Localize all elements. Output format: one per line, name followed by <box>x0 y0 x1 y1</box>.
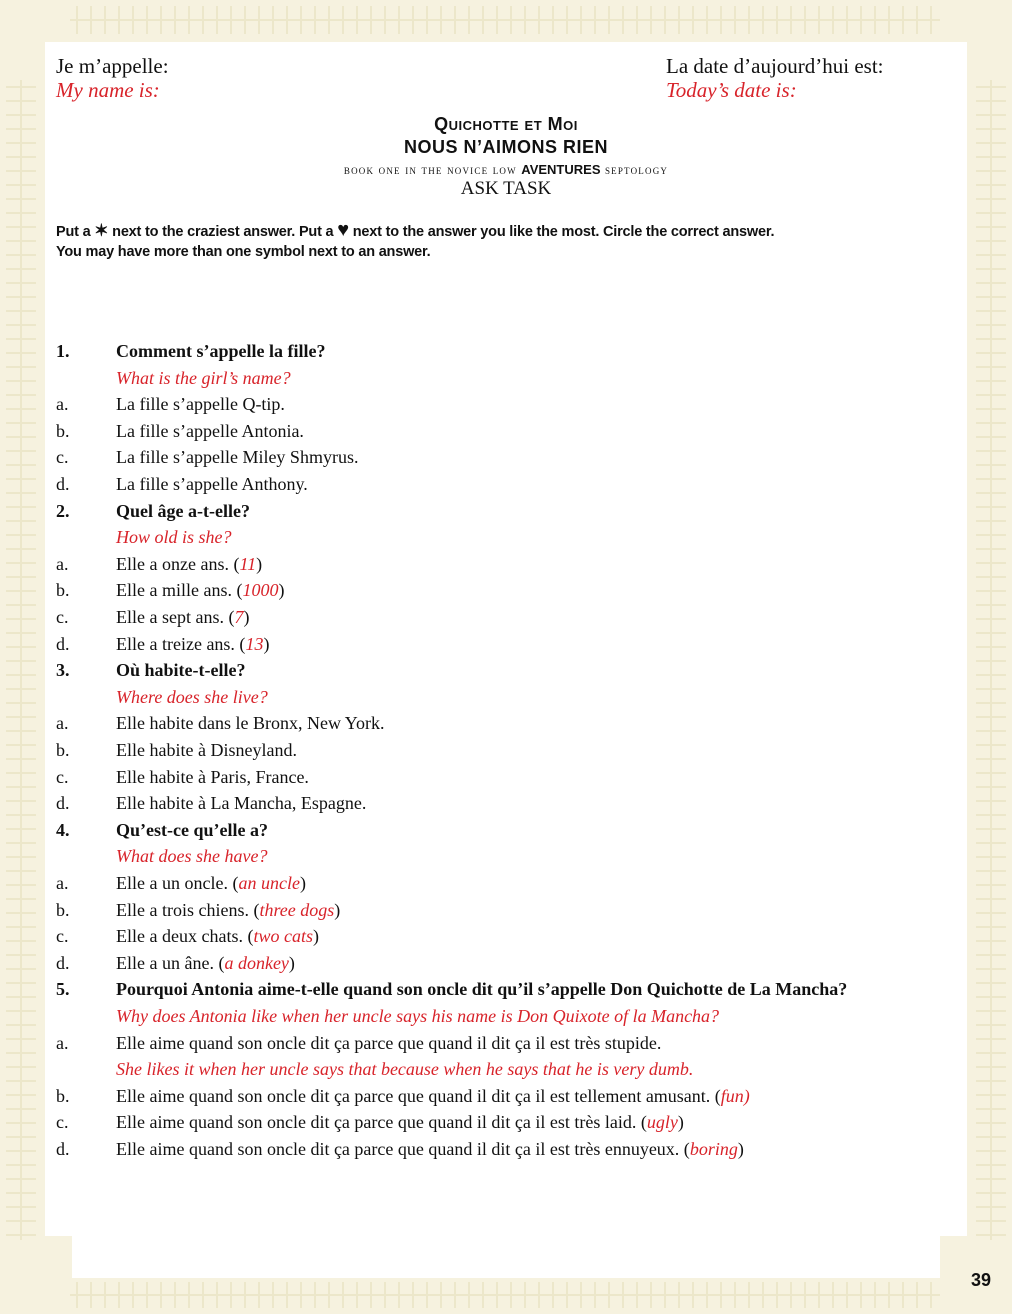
answer-letter: c. <box>56 607 69 627</box>
answer-gloss: 11 <box>239 553 257 574</box>
question-number: 5. <box>56 979 70 1000</box>
answer-close-paren: ) <box>677 1112 684 1133</box>
question-number: 3. <box>56 660 70 681</box>
answer-text: Elle habite à Disneyland. <box>116 740 297 760</box>
question-number: 1. <box>56 341 70 361</box>
answer-letter: a. <box>56 394 69 415</box>
answer-text: Elle habite dans le Bronx, New York. <box>116 713 385 734</box>
answer-gloss: a donkey <box>224 952 289 973</box>
answer-letter: a. <box>56 553 69 574</box>
answer-close-paren: ) <box>243 607 250 627</box>
answer-text: Elle aime quand son oncle dit ça parce que quand il dit ça il est tellement amusant. ( <box>116 1085 721 1106</box>
answer-letter: b. <box>56 580 70 601</box>
answer-gloss: boring <box>689 1139 738 1159</box>
answer-option[interactable] <box>116 900 340 921</box>
answer-option[interactable] <box>116 713 384 734</box>
answer-option[interactable] <box>116 394 285 415</box>
answer-option[interactable] <box>116 607 249 628</box>
answer-close-paren: ) <box>334 899 341 920</box>
answer-text: Elle a onze ans. ( <box>116 553 240 574</box>
answer-text: Elle a treize ans. ( <box>116 633 246 654</box>
book-subtitle: NOUS N’AIMONS RIEN <box>403 137 608 157</box>
instr-text-1: Put a <box>56 224 95 240</box>
answer-letter: c. <box>56 1112 69 1133</box>
answer-option[interactable] <box>116 793 366 814</box>
answer-letter: a. <box>56 1032 69 1053</box>
answer-letter: b. <box>56 740 70 760</box>
answer-gloss: 7 <box>234 607 244 627</box>
answer-option[interactable] <box>116 421 304 442</box>
question-translation: What is the girl’s name? <box>116 367 291 388</box>
answer-close-paren: ) <box>299 873 306 893</box>
series-line <box>0 162 1012 178</box>
answer-gloss: 13 <box>245 633 264 654</box>
question-number: 2. <box>56 500 70 521</box>
task-title: ASK TASK <box>460 178 552 199</box>
instr-text-3: next to the answer you like the most. Circle the correct answer. <box>348 224 775 240</box>
answer-option[interactable] <box>116 926 319 947</box>
answer-text: Elle aime quand son oncle dit ça parce que quand il dit ça il est très laid. ( <box>116 1112 647 1133</box>
answer-option[interactable] <box>116 873 306 894</box>
question-translation: Where does she live? <box>116 686 268 707</box>
answer-text: Elle habite à Paris, France. <box>116 766 309 787</box>
name-label-en: My name is: <box>56 78 160 102</box>
answer-close-paren: ) <box>737 1139 744 1159</box>
answer-gloss: an uncle <box>238 873 300 893</box>
page-sheet-right <box>940 80 967 1236</box>
star-icon: ✶ <box>94 221 109 240</box>
answer-option[interactable] <box>116 580 284 601</box>
greek-key-border-bottom <box>70 1282 940 1308</box>
page-sheet-bottom <box>72 1230 940 1278</box>
heart-icon: ♥ <box>337 219 349 241</box>
question-translation: What does she have? <box>116 846 268 867</box>
answer-text: Elle a un oncle. ( <box>116 873 239 893</box>
answer-text: Elle a sept ans. ( <box>116 607 235 627</box>
answer-option[interactable] <box>116 953 295 974</box>
date-label-en: Today’s date is: <box>666 78 797 102</box>
answer-close-paren: ) <box>256 553 263 574</box>
page-number: 39 <box>970 1270 991 1290</box>
answer-gloss: ugly <box>646 1112 678 1133</box>
answer-option[interactable] <box>116 767 309 788</box>
answer-close-paren: ) <box>263 633 270 654</box>
answer-option[interactable] <box>116 1112 684 1133</box>
answer-text: Elle habite à La Mancha, Espagne. <box>116 793 367 814</box>
answer-close-paren: ) <box>278 580 285 601</box>
answer-text: Elle a mille ans. ( <box>116 580 243 601</box>
question-translation: How old is she? <box>116 527 232 548</box>
question-text: Pourquoi Antonia aime-t-elle quand son oncle dit qu’il s’appelle Don Quichotte de La Mancha? <box>116 979 848 1000</box>
answer-gloss: two cats <box>253 926 313 947</box>
name-label-fr: Je m’appelle: <box>56 54 169 78</box>
answer-letter: d. <box>56 1139 70 1159</box>
question-text: Qu’est-ce qu’elle a? <box>116 819 268 840</box>
answer-letter: d. <box>56 474 70 494</box>
answer-text: La fille s’appelle Antonia. <box>116 420 304 441</box>
series-brand: AVENTURES <box>521 162 601 177</box>
instructions-line-2: You may have more than one symbol next to an answer. <box>56 244 431 260</box>
answer-letter: a. <box>56 873 69 893</box>
answer-option[interactable] <box>116 1139 744 1160</box>
instructions-line-1 <box>56 219 774 242</box>
question-number: 4. <box>56 819 70 840</box>
answer-text: La fille s’appelle Anthony. <box>116 474 308 494</box>
answer-letter: c. <box>56 447 69 468</box>
date-label-fr: La date d’aujourd’hui est: <box>666 54 884 78</box>
answer-gloss: 1000 <box>242 580 279 601</box>
answer-option[interactable] <box>116 1086 750 1107</box>
answer-option[interactable] <box>116 474 308 495</box>
question-text: Comment s’appelle la fille? <box>116 341 326 361</box>
answer-option[interactable] <box>116 740 297 761</box>
greek-key-border-left <box>6 80 36 1240</box>
book-title: Quichotte et Moi <box>434 114 578 134</box>
answer-text: La fille s’appelle Miley Shmyrus. <box>116 447 359 468</box>
answer-gloss: three dogs <box>259 899 335 920</box>
answer-letter: b. <box>56 420 70 441</box>
answer-letter: d. <box>56 633 70 654</box>
series-line-post: septology <box>600 162 669 177</box>
question-text: Quel âge a-t-elle? <box>116 500 250 521</box>
series-line-pre: book one in the novice low <box>343 162 522 177</box>
greek-key-border-right <box>976 80 1006 1240</box>
question-translation: Why does Antonia like when her uncle says his name is Don Quixote of la Mancha? <box>116 1006 720 1026</box>
answer-text: Elle a un âne. ( <box>116 952 225 973</box>
answer-letter: d. <box>56 952 70 973</box>
answer-translation: She likes it when her uncle says that because when he says that he is very dumb. <box>116 1059 694 1080</box>
question-text: Où habite-t-elle? <box>116 660 246 681</box>
answer-close-paren: ) <box>312 926 319 947</box>
title-block <box>0 114 1012 200</box>
answer-letter: c. <box>56 926 69 947</box>
answer-close-paren: ) <box>288 952 295 973</box>
answer-letter: b. <box>56 899 70 920</box>
answer-letter: a. <box>56 713 69 734</box>
greek-key-border-top <box>70 6 940 34</box>
answer-text: Elle aime quand son oncle dit ça parce que quand il dit ça il est très stupide. <box>116 1032 662 1053</box>
answer-option[interactable] <box>116 447 358 468</box>
answer-letter: b. <box>56 1085 70 1106</box>
answer-option[interactable] <box>116 634 269 655</box>
answer-text: Elle aime quand son oncle dit ça parce que quand il dit ça il est très ennuyeux. ( <box>116 1139 690 1159</box>
answer-letter: d. <box>56 793 70 814</box>
answer-option[interactable] <box>116 1033 661 1054</box>
answer-text: Elle a deux chats. ( <box>116 926 254 947</box>
answer-gloss: fun) <box>720 1085 750 1106</box>
answer-text: La fille s’appelle Q-tip. <box>116 394 285 415</box>
answer-option[interactable] <box>116 554 262 575</box>
answer-letter: c. <box>56 766 69 787</box>
answer-text: Elle a trois chiens. ( <box>116 899 260 920</box>
instr-text-2: next to the craziest answer. Put a <box>108 224 338 240</box>
